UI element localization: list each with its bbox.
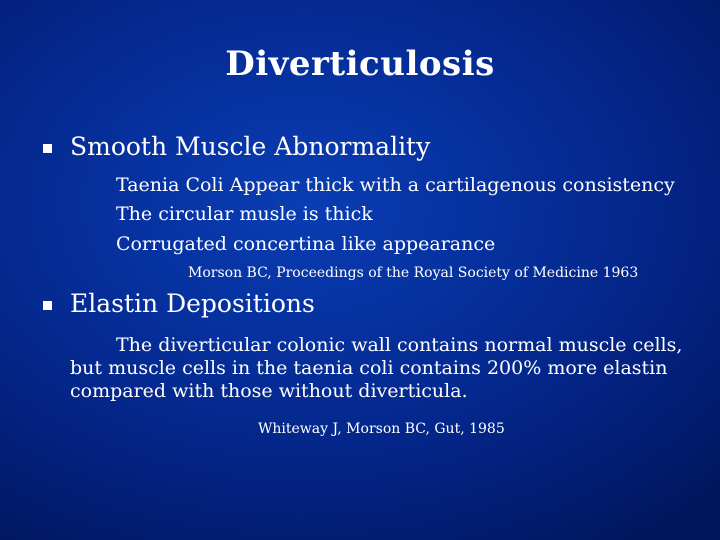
elastin-paragraph: [70, 334, 683, 403]
bullet-heading-elastin: Elastin Depositions: [70, 289, 315, 318]
square-bullet-icon: [43, 144, 52, 153]
citation: Whiteway J, Morson BC, Gut, 1985: [258, 421, 505, 437]
sub-point: Taenia Coli Appear thick with a cartilagenous consistency: [116, 174, 675, 196]
sub-point: Corrugated concertina like appearance: [116, 233, 496, 255]
paragraph-line: but muscle cells in the taenia coli contains 200% more elastin: [70, 357, 668, 379]
citation: Morson BC, Proceedings of the Royal Society of Medicine 1963: [188, 265, 639, 281]
paragraph-line: compared with those without diverticula.: [70, 380, 468, 402]
square-bullet-icon: [43, 301, 52, 310]
paragraph-line: The diverticular colonic wall contains normal muscle cells,: [116, 334, 683, 356]
bullet-heading-smooth-muscle: Smooth Muscle Abnormality: [70, 132, 431, 161]
sub-point: The circular musle is thick: [116, 203, 373, 225]
slide-title: Diverticulosis: [225, 44, 495, 84]
